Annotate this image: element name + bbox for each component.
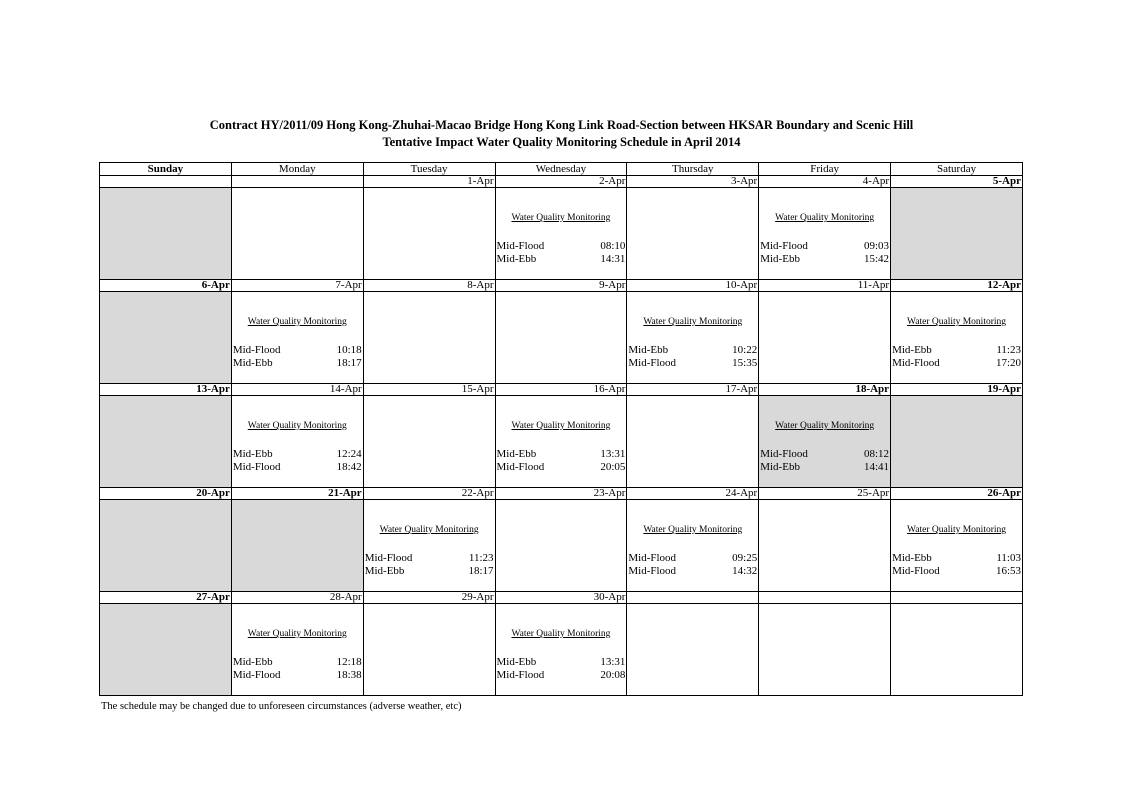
weekday-sunday: Sunday bbox=[100, 163, 232, 176]
schedule-row bbox=[100, 604, 1023, 696]
tide-label: Mid-Flood bbox=[232, 669, 281, 681]
tide-entry bbox=[892, 357, 1021, 370]
tide-time: 18:38 bbox=[336, 669, 362, 681]
weekday-monday: Monday bbox=[231, 163, 363, 176]
tide-label: Mid-Flood bbox=[232, 461, 281, 473]
tide-time: 11:23 bbox=[996, 344, 1021, 356]
tide-time: 17:20 bbox=[995, 357, 1021, 369]
date-cell: 27-Apr bbox=[100, 592, 232, 604]
tide-label: Mid-Flood bbox=[496, 461, 545, 473]
weekday-header-row bbox=[100, 163, 1023, 176]
day-cell bbox=[495, 396, 627, 488]
tide-time: 14:31 bbox=[600, 253, 626, 265]
tide-entry bbox=[365, 565, 494, 578]
monitoring-heading: Water Quality Monitoring bbox=[247, 629, 347, 639]
date-cell: 8-Apr bbox=[363, 280, 495, 292]
tide-time: 11:03 bbox=[996, 552, 1021, 564]
tide-entry bbox=[233, 357, 362, 370]
day-cell bbox=[363, 188, 495, 280]
date-row bbox=[100, 280, 1023, 292]
tide-entry bbox=[628, 552, 757, 565]
tide-entry bbox=[628, 344, 757, 357]
tide-label: Mid-Flood bbox=[496, 669, 545, 681]
tide-label: Mid-Flood bbox=[892, 565, 940, 577]
footnote: The schedule may be changed due to unforeseen circumstances (adverse weather, etc) bbox=[101, 701, 462, 712]
day-cell bbox=[363, 292, 495, 384]
tide-label: Mid-Flood bbox=[760, 448, 808, 460]
day-cell bbox=[891, 604, 1023, 696]
tide-time: 13:31 bbox=[600, 448, 626, 460]
monitoring-heading: Water Quality Monitoring bbox=[247, 421, 347, 431]
date-cell: 1-Apr bbox=[363, 176, 495, 188]
day-cell bbox=[231, 292, 363, 384]
date-cell: 5-Apr bbox=[891, 176, 1023, 188]
tide-label: Mid-Ebb bbox=[760, 461, 800, 473]
tide-label: Mid-Ebb bbox=[496, 448, 537, 460]
day-cell bbox=[627, 188, 759, 280]
tide-label: Mid-Ebb bbox=[232, 357, 273, 369]
tide-label: Mid-Flood bbox=[760, 240, 808, 252]
date-cell: 10-Apr bbox=[627, 280, 759, 292]
weekday-saturday: Saturday bbox=[891, 163, 1023, 176]
tide-time: 14:41 bbox=[864, 461, 890, 473]
date-cell: 12-Apr bbox=[891, 280, 1023, 292]
tide-time: 10:22 bbox=[732, 344, 758, 356]
tide-entry bbox=[233, 656, 362, 669]
monitoring-heading: Water Quality Monitoring bbox=[643, 317, 743, 327]
tide-label: Mid-Ebb bbox=[496, 253, 537, 265]
date-cell: 2-Apr bbox=[495, 176, 627, 188]
day-cell bbox=[759, 188, 891, 280]
day-cell bbox=[891, 292, 1023, 384]
date-cell: 21-Apr bbox=[231, 488, 363, 500]
date-cell: 9-Apr bbox=[495, 280, 627, 292]
date-cell bbox=[891, 592, 1023, 604]
tide-entry bbox=[497, 240, 626, 253]
day-cell bbox=[627, 604, 759, 696]
day-cell bbox=[100, 292, 232, 384]
day-cell bbox=[231, 604, 363, 696]
tide-entry bbox=[233, 669, 362, 682]
tide-entry bbox=[233, 461, 362, 474]
tide-label: Mid-Ebb bbox=[892, 344, 932, 356]
tide-time: 20:05 bbox=[600, 461, 626, 473]
date-cell bbox=[100, 176, 232, 188]
tide-time: 08:12 bbox=[864, 448, 890, 460]
monitoring-heading: Water Quality Monitoring bbox=[907, 525, 1007, 535]
day-cell bbox=[231, 396, 363, 488]
monitoring-heading: Water Quality Monitoring bbox=[511, 421, 611, 431]
date-cell bbox=[231, 176, 363, 188]
date-cell: 18-Apr bbox=[759, 384, 891, 396]
tide-label: Mid-Flood bbox=[892, 357, 940, 369]
monitoring-heading: Water Quality Monitoring bbox=[247, 317, 347, 327]
date-cell: 11-Apr bbox=[759, 280, 891, 292]
tide-label: Mid-Flood bbox=[496, 240, 545, 252]
tide-entry bbox=[497, 253, 626, 266]
tide-entry bbox=[497, 448, 626, 461]
date-cell: 23-Apr bbox=[495, 488, 627, 500]
date-cell: 3-Apr bbox=[627, 176, 759, 188]
tide-time: 12:24 bbox=[336, 448, 362, 460]
date-cell: 15-Apr bbox=[363, 384, 495, 396]
schedule-row bbox=[100, 500, 1023, 592]
tide-entry bbox=[628, 565, 757, 578]
tide-time: 18:42 bbox=[336, 461, 362, 473]
date-cell: 22-Apr bbox=[363, 488, 495, 500]
weekday-thursday: Thursday bbox=[627, 163, 759, 176]
tide-time: 14:32 bbox=[732, 565, 758, 577]
day-cell bbox=[759, 396, 891, 488]
tide-time: 15:42 bbox=[864, 253, 890, 265]
document-title: Contract HY/2011/09 Hong Kong-Zhuhai-Macao Bridge Hong Kong Link Road-Section between HKSAR Boundary and Scenic Hill bbox=[209, 118, 914, 132]
day-cell bbox=[363, 604, 495, 696]
day-cell bbox=[100, 500, 232, 592]
tide-label: Mid-Ebb bbox=[232, 656, 273, 668]
tide-time: 16:53 bbox=[995, 565, 1021, 577]
tide-entry bbox=[892, 565, 1021, 578]
day-cell bbox=[100, 188, 232, 280]
tide-time: 08:10 bbox=[600, 240, 626, 252]
date-cell: 28-Apr bbox=[231, 592, 363, 604]
day-cell bbox=[495, 500, 627, 592]
tide-time: 15:35 bbox=[732, 357, 758, 369]
day-cell bbox=[627, 500, 759, 592]
tide-time: 10:18 bbox=[336, 344, 362, 356]
date-cell bbox=[627, 592, 759, 604]
tide-time: 13:31 bbox=[600, 656, 626, 668]
tide-time: 20:08 bbox=[600, 669, 626, 681]
day-cell bbox=[231, 188, 363, 280]
calendar-body bbox=[100, 176, 1023, 696]
tide-time: 18:17 bbox=[336, 357, 362, 369]
tide-entry bbox=[497, 461, 626, 474]
date-cell: 24-Apr bbox=[627, 488, 759, 500]
day-cell bbox=[495, 292, 627, 384]
tide-entry bbox=[892, 552, 1021, 565]
day-cell bbox=[891, 188, 1023, 280]
date-cell: 4-Apr bbox=[759, 176, 891, 188]
date-cell bbox=[759, 592, 891, 604]
schedule-row bbox=[100, 188, 1023, 280]
day-cell bbox=[495, 604, 627, 696]
day-cell bbox=[100, 396, 232, 488]
monitoring-calendar bbox=[99, 162, 1023, 696]
tide-entry bbox=[760, 461, 889, 474]
monitoring-heading: Water Quality Monitoring bbox=[511, 629, 611, 639]
tide-entry bbox=[233, 448, 362, 461]
date-row bbox=[100, 488, 1023, 500]
day-cell bbox=[891, 500, 1023, 592]
tide-label: Mid-Ebb bbox=[232, 448, 273, 460]
tide-time: 09:03 bbox=[864, 240, 890, 252]
date-cell: 16-Apr bbox=[495, 384, 627, 396]
tide-label: Mid-Flood bbox=[364, 552, 413, 564]
tide-entry bbox=[760, 448, 889, 461]
tide-label: Mid-Flood bbox=[628, 552, 677, 564]
tide-label: Mid-Ebb bbox=[364, 565, 405, 577]
day-cell bbox=[759, 604, 891, 696]
date-cell: 17-Apr bbox=[627, 384, 759, 396]
date-cell: 6-Apr bbox=[100, 280, 232, 292]
day-cell bbox=[627, 292, 759, 384]
date-cell: 19-Apr bbox=[891, 384, 1023, 396]
tide-label: Mid-Ebb bbox=[628, 344, 669, 356]
tide-label: Mid-Flood bbox=[232, 344, 281, 356]
monitoring-heading: Water Quality Monitoring bbox=[511, 213, 611, 223]
tide-time: 09:25 bbox=[732, 552, 758, 564]
tide-time: 12:18 bbox=[336, 656, 362, 668]
tide-entry bbox=[497, 669, 626, 682]
tide-entry bbox=[233, 344, 362, 357]
tide-label: Mid-Ebb bbox=[496, 656, 537, 668]
monitoring-heading: Water Quality Monitoring bbox=[379, 525, 479, 535]
date-row bbox=[100, 176, 1023, 188]
day-cell bbox=[891, 396, 1023, 488]
date-cell: 20-Apr bbox=[100, 488, 232, 500]
day-cell bbox=[759, 500, 891, 592]
document-subtitle: Tentative Impact Water Quality Monitoring Schedule in April 2014 bbox=[382, 135, 741, 149]
date-row bbox=[100, 384, 1023, 396]
date-cell: 7-Apr bbox=[231, 280, 363, 292]
date-cell: 29-Apr bbox=[363, 592, 495, 604]
schedule-row bbox=[100, 396, 1023, 488]
tide-label: Mid-Ebb bbox=[892, 552, 932, 564]
tide-entry bbox=[760, 240, 889, 253]
day-cell bbox=[363, 500, 495, 592]
monitoring-heading: Water Quality Monitoring bbox=[775, 421, 875, 431]
tide-entry bbox=[365, 552, 494, 565]
monitoring-heading: Water Quality Monitoring bbox=[907, 317, 1007, 327]
tide-entry bbox=[760, 253, 889, 266]
tide-time: 11:23 bbox=[468, 552, 494, 564]
monitoring-heading: Water Quality Monitoring bbox=[775, 213, 875, 223]
weekday-wednesday: Wednesday bbox=[495, 163, 627, 176]
date-cell: 25-Apr bbox=[759, 488, 891, 500]
tide-time: 18:17 bbox=[468, 565, 494, 577]
tide-label: Mid-Flood bbox=[628, 565, 677, 577]
date-row bbox=[100, 592, 1023, 604]
day-cell bbox=[759, 292, 891, 384]
schedule-row bbox=[100, 292, 1023, 384]
day-cell bbox=[100, 604, 232, 696]
date-cell: 30-Apr bbox=[495, 592, 627, 604]
tide-entry bbox=[892, 344, 1021, 357]
tide-label: Mid-Ebb bbox=[760, 253, 800, 265]
tide-label: Mid-Flood bbox=[628, 357, 677, 369]
tide-entry bbox=[628, 357, 757, 370]
day-cell bbox=[627, 396, 759, 488]
date-cell: 13-Apr bbox=[100, 384, 232, 396]
weekday-friday: Friday bbox=[759, 163, 891, 176]
day-cell bbox=[495, 188, 627, 280]
day-cell bbox=[231, 500, 363, 592]
date-cell: 26-Apr bbox=[891, 488, 1023, 500]
tide-entry bbox=[497, 656, 626, 669]
monitoring-heading: Water Quality Monitoring bbox=[643, 525, 743, 535]
weekday-tuesday: Tuesday bbox=[363, 163, 495, 176]
date-cell: 14-Apr bbox=[231, 384, 363, 396]
day-cell bbox=[363, 396, 495, 488]
